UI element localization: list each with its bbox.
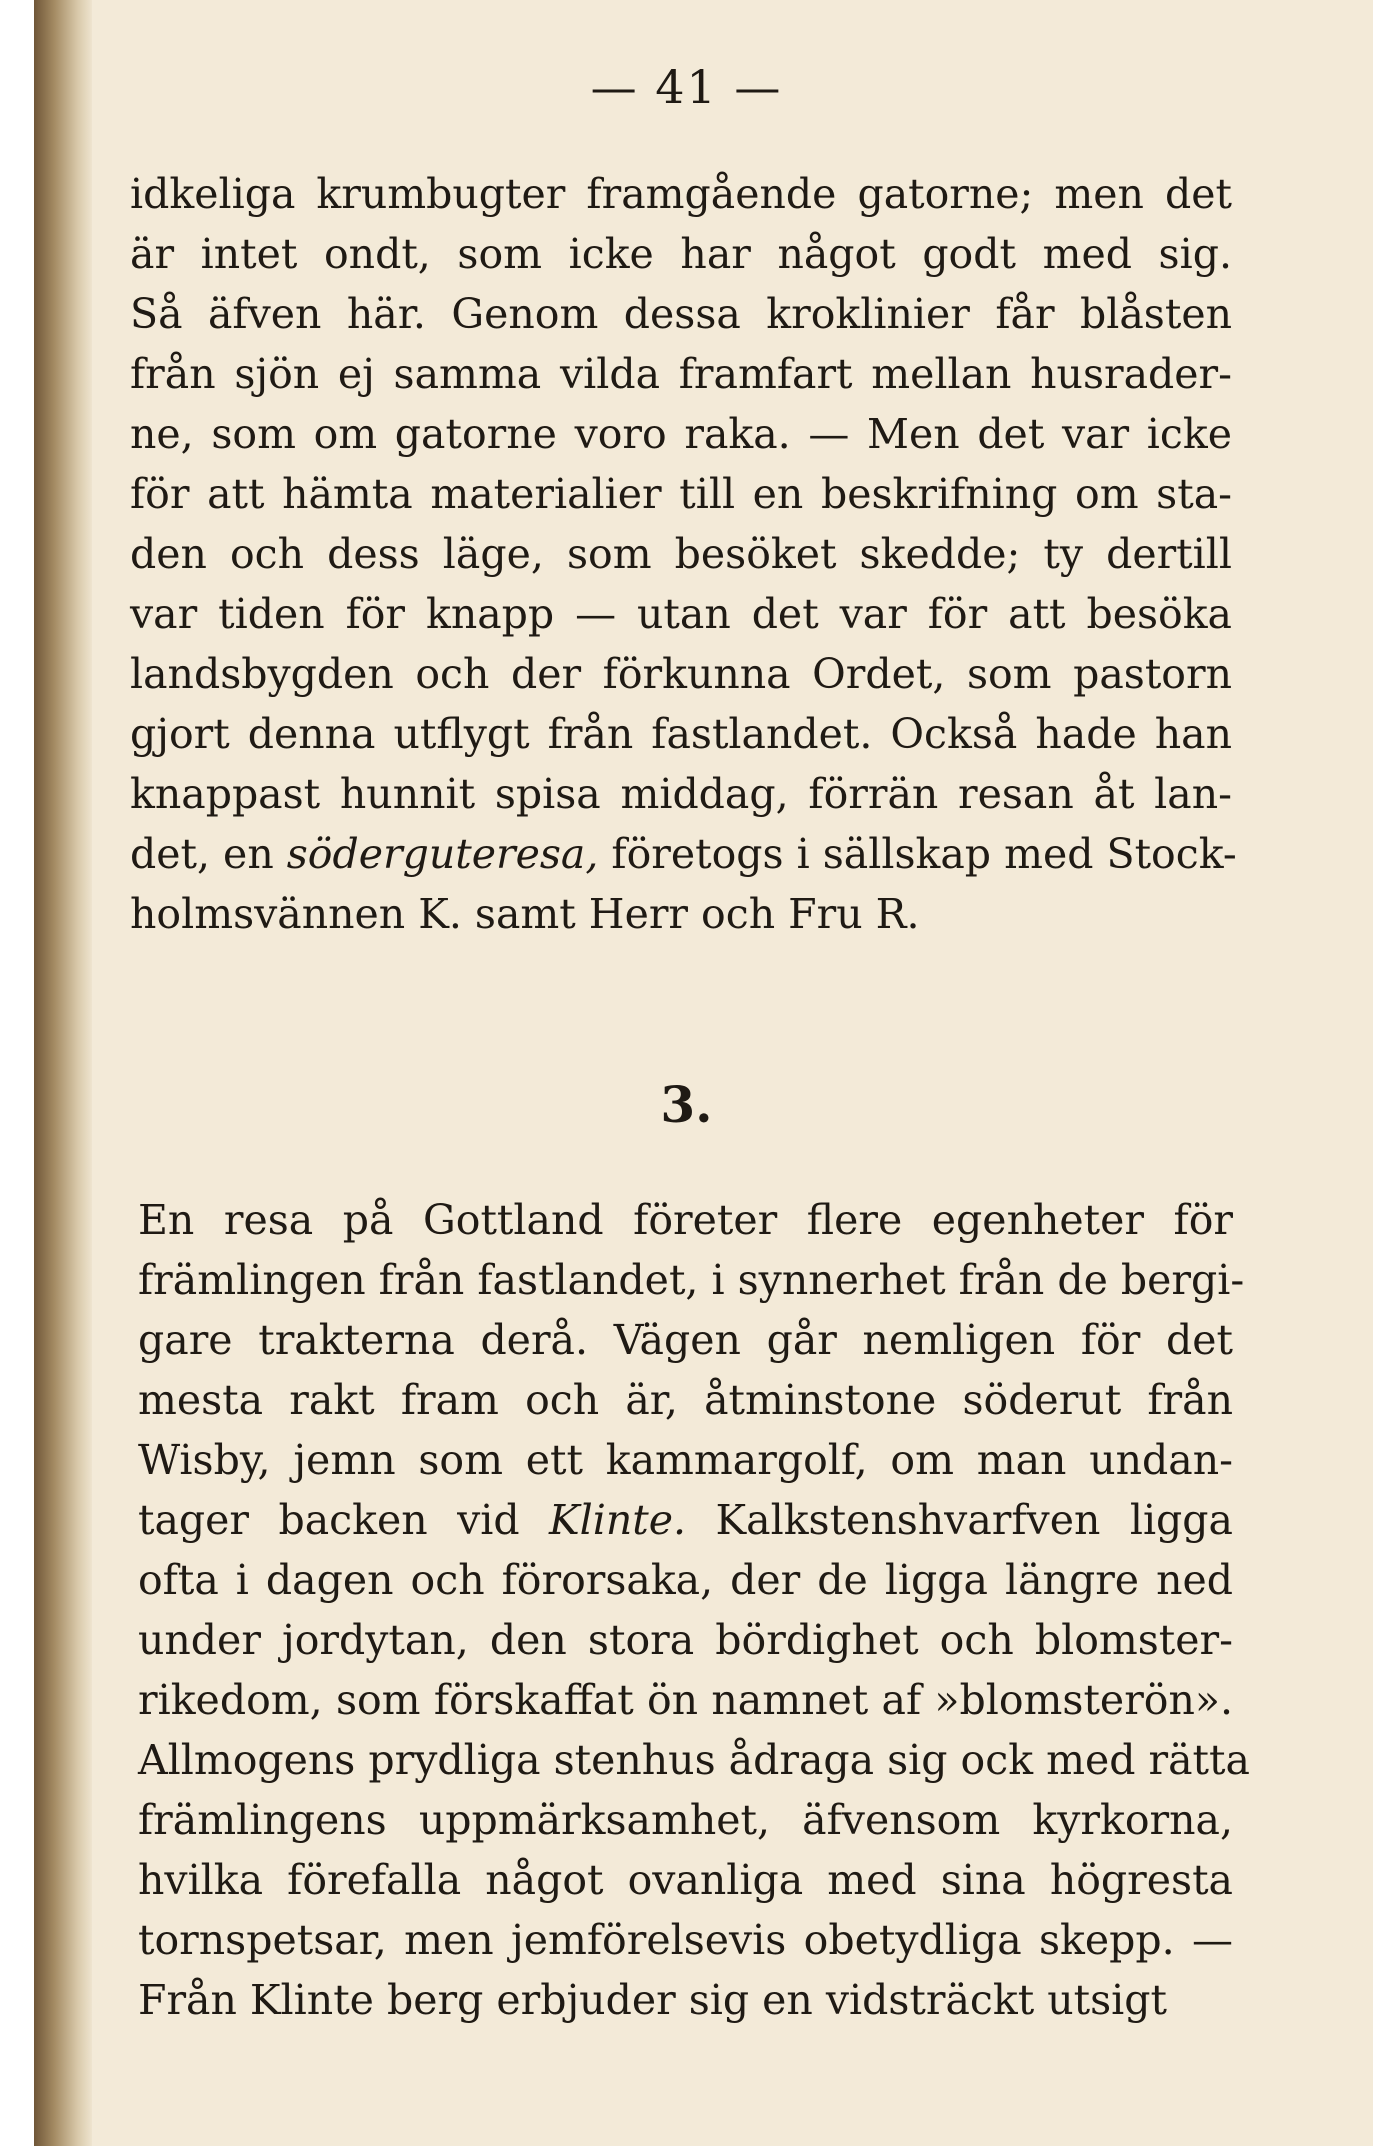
text-segment: för att hämta materialier till en beskrifning om sta-	[130, 470, 1232, 518]
text-segment: var tiden för knapp — utan det var för att besöka	[130, 590, 1232, 638]
text-line	[138, 1970, 1233, 2030]
text-segment: landsbygden och der förkunna Ordet, som pastorn	[130, 650, 1232, 698]
text-line	[130, 644, 1232, 704]
text-line	[138, 1190, 1233, 1250]
text-segment: under jordytan, den stora bördighet och blomster-	[138, 1616, 1233, 1664]
book-gutter-shadow	[34, 0, 92, 2146]
text-line	[138, 1670, 1233, 1730]
text-segment: främlingen från fastlandet, i synnerhet från de bergi-	[138, 1256, 1245, 1304]
text-line	[138, 1250, 1245, 1310]
text-line	[138, 1310, 1233, 1370]
text-line	[130, 464, 1232, 524]
text-line	[138, 1550, 1233, 1610]
text-line	[138, 1610, 1233, 1670]
text-line	[130, 404, 1232, 464]
text-line	[130, 884, 1232, 944]
text-line	[130, 224, 1232, 284]
text-segment: gare trakterna derå. Vägen går nemligen för det	[138, 1316, 1233, 1364]
text-segment: gjort denna utflygt från fastlandet. Också hade han	[130, 710, 1232, 758]
page-edge	[0, 0, 34, 2146]
text-line	[130, 764, 1232, 824]
text-line	[138, 1730, 1250, 1790]
text-segment: Wisby, jemn som ett kammargolf, om man undan-	[138, 1436, 1233, 1484]
text-line	[130, 704, 1232, 764]
text-segment: den och dess läge, som besöket skedde; ty dertill	[130, 530, 1232, 578]
text-line	[130, 524, 1232, 584]
text-line	[130, 344, 1232, 404]
text-segment: ne, som om gatorne voro raka. — Men det var icke	[130, 410, 1232, 458]
text-segment: mesta rakt fram och är, åtminstone söderut från	[138, 1376, 1233, 1424]
section-number: 3.	[660, 1075, 713, 1134]
text-segment: företogs i sällskap med Stock-	[598, 830, 1237, 878]
text-line	[138, 1490, 1233, 1550]
text-segment: tager backen vid	[138, 1496, 550, 1544]
text-segment: Så äfven här. Genom dessa kroklinier får blåsten	[130, 290, 1232, 338]
paragraph-2	[138, 1190, 1250, 2030]
page-number: — 41 —	[590, 60, 783, 114]
text-segment: Kalkstenshvarfven ligga	[686, 1496, 1233, 1544]
text-segment: rikedom, som förskaffat ön namnet af »blomsterön».	[138, 1676, 1233, 1724]
text-segment: hvilka förefalla något ovanliga med sina högresta	[138, 1856, 1233, 1904]
text-line	[130, 584, 1232, 644]
text-segment: från sjön ej samma vilda framfart mellan husrader-	[130, 350, 1232, 398]
italic-text: söderguteresa,	[286, 830, 599, 878]
text-segment: främlingens uppmärksamhet, äfvensom kyrkorna,	[138, 1796, 1233, 1844]
text-segment: Från Klinte berg erbjuder sig en vidsträckt utsigt	[138, 1976, 1168, 2024]
text-line	[130, 284, 1232, 344]
text-line	[138, 1850, 1233, 1910]
paragraph-1	[130, 164, 1237, 944]
text-segment: Allmogens prydliga stenhus ådraga sig ock med rätta	[138, 1736, 1250, 1784]
text-line	[130, 824, 1237, 884]
italic-text: Klinte.	[549, 1496, 687, 1544]
text-segment: är intet ondt, som icke har något godt med sig.	[130, 230, 1232, 278]
text-segment: ofta i dagen och förorsaka, der de ligga längre ned	[138, 1556, 1233, 1604]
text-line	[138, 1910, 1233, 1970]
text-line	[138, 1370, 1233, 1430]
text-segment: tornspetsar, men jemförelsevis obetydliga skepp. —	[138, 1916, 1233, 1964]
text-line	[130, 164, 1232, 224]
text-segment: det, en	[130, 830, 287, 878]
text-segment: idkeliga krumbugter framgående gatorne; men det	[130, 170, 1232, 218]
text-segment: holmsvännen K. samt Herr och Fru R.	[130, 890, 920, 938]
text-segment: knappast hunnit spisa middag, förrän resan åt lan-	[130, 770, 1232, 818]
text-segment: En resa på Gottland företer flere egenheter för	[138, 1196, 1233, 1244]
text-line	[138, 1430, 1233, 1490]
text-line	[138, 1790, 1233, 1850]
